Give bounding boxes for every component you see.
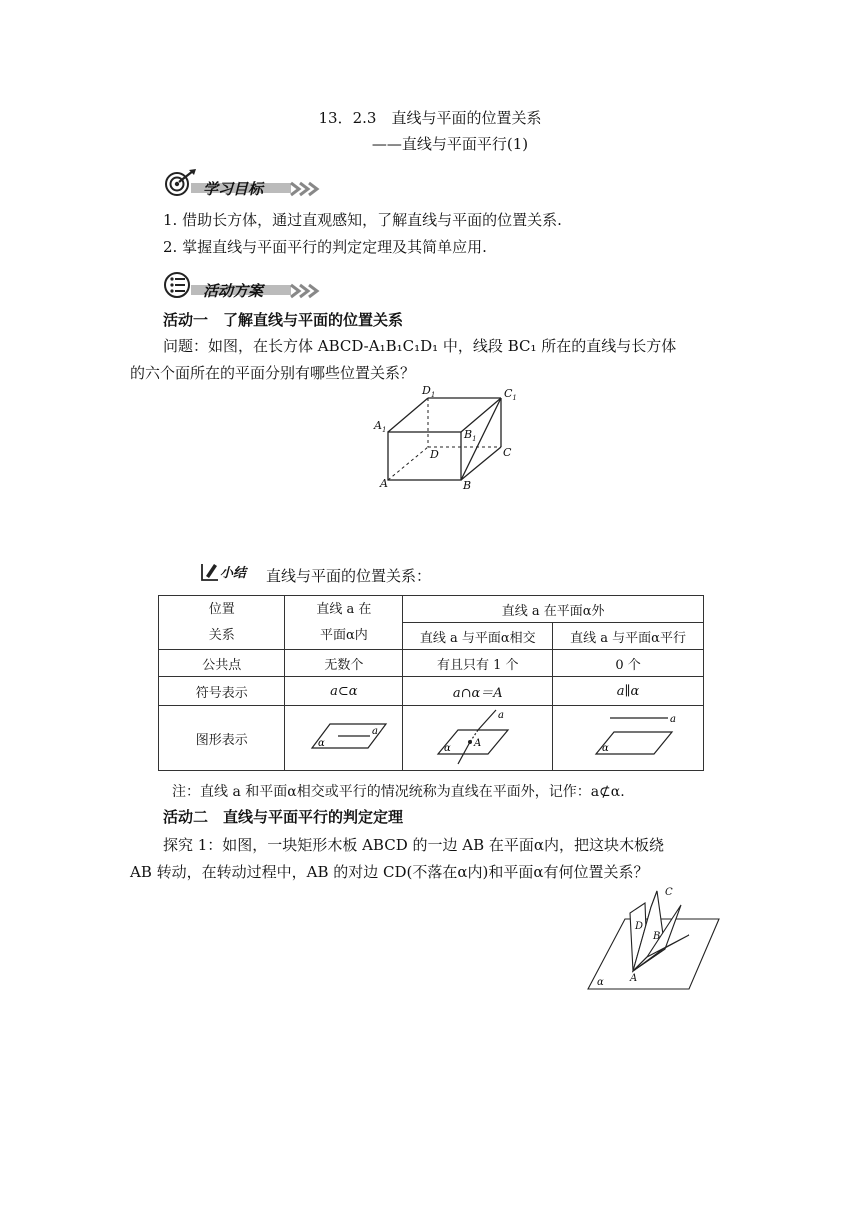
svg-text:A1: $A_1$	[374, 419, 387, 434]
activity-plan-badge	[163, 270, 323, 300]
rotating-board-figure	[585, 885, 725, 997]
summary-badge	[200, 560, 260, 584]
cube-figure	[370, 383, 530, 497]
row-symbol-label: 符号表示	[159, 677, 285, 706]
activity2-title: 活动二 直线与平面平行的判定定理	[163, 808, 404, 826]
svg-text:B: B	[653, 931, 661, 942]
svg-text:D: D	[635, 921, 644, 932]
question-line-2: 的六个面所在的平面分别有哪些位置关系？	[130, 364, 416, 382]
svg-text:A: A	[473, 738, 481, 749]
activity1-title: 活动一 了解直线与平面的位置关系	[163, 311, 404, 329]
svg-text:A: A	[630, 973, 638, 984]
question-line-1: 问题：如图，在长方体 ABCD-A₁B₁C₁D₁ 中，线段 BC₁ 所在的直线与长方体	[163, 337, 677, 355]
header-parallel-cell: 直线 a 与平面α平行	[553, 623, 704, 650]
svg-text:a: a	[497, 710, 504, 721]
row-symbol-parallel: a∥α	[553, 677, 704, 706]
svg-text:D: D	[430, 448, 439, 461]
summary-label: 小结	[220, 566, 247, 581]
list-icon	[165, 273, 189, 297]
section-subtitle: ——直线与平面平行(1)	[371, 135, 529, 153]
figure-in-plane	[285, 706, 403, 771]
svg-text:α: α	[317, 738, 325, 749]
explore1-line-1: 探究 1：如图，一块矩形木板 ABCD 的一边 AB 在平面α内，把这块木板绕	[163, 836, 665, 854]
summary-text: 直线与平面的位置关系：	[266, 567, 432, 585]
row-common-parallel: 0 个	[553, 650, 704, 677]
learning-goals-badge	[163, 168, 323, 198]
figure-intersect	[403, 706, 553, 771]
svg-text:a: a	[670, 714, 677, 725]
section-title: 13．2.3 直线与平面的位置关系	[318, 109, 542, 127]
svg-text:B1: $B_1$	[464, 428, 477, 443]
row-common-intersect: 有且只有 1 个	[403, 650, 553, 677]
svg-text:B: B	[463, 479, 472, 492]
svg-text:C1: $C_1$	[504, 387, 517, 402]
svg-text:α: α	[443, 743, 451, 754]
svg-text:C: C	[665, 887, 673, 898]
svg-text:A: A	[380, 477, 388, 490]
svg-text:α: α	[602, 743, 609, 754]
svg-text:a: a	[371, 726, 378, 737]
line-plane-relation-table	[158, 595, 704, 771]
row-common-in: 无数个	[285, 650, 403, 677]
learning-goals-label: 学习目标	[203, 180, 264, 198]
row-figure-label: 图形表示	[159, 706, 285, 771]
svg-text:C: C	[503, 446, 512, 459]
header-position-cell: 位置 关系	[159, 596, 285, 650]
explore1-line-2: AB 转动，在转动过程中，AB 的对边 CD(不落在α内)和平面α有何位置关系？	[130, 863, 649, 881]
row-symbol-intersect: a∩α＝A	[403, 677, 553, 706]
header-outside-plane-cell: 直线 a 在平面α外	[403, 596, 704, 623]
svg-text:D1: $D_1$	[422, 384, 436, 399]
activity-plan-label: 活动方案	[203, 282, 264, 300]
learning-goal-2: 2. 掌握直线与平面平行的判定定理及其简单应用.	[163, 238, 487, 256]
row-common-label: 公共点	[159, 650, 285, 677]
learning-goal-1: 1. 借助长方体，通过直观感知，了解直线与平面的位置关系.	[163, 211, 562, 229]
svg-text:α: α	[597, 977, 604, 988]
pencil-note-icon	[202, 564, 218, 580]
figure-parallel	[553, 706, 704, 771]
header-in-plane-cell: 直线 a 在 平面α内	[285, 596, 403, 650]
header-intersect-cell: 直线 a 与平面α相交	[403, 623, 553, 650]
row-symbol-in: a⊂α	[285, 677, 403, 706]
note-text: 注：直线 a 和平面α相交或平行的情况统称为直线在平面外，记作：a⊄α.	[172, 784, 625, 800]
